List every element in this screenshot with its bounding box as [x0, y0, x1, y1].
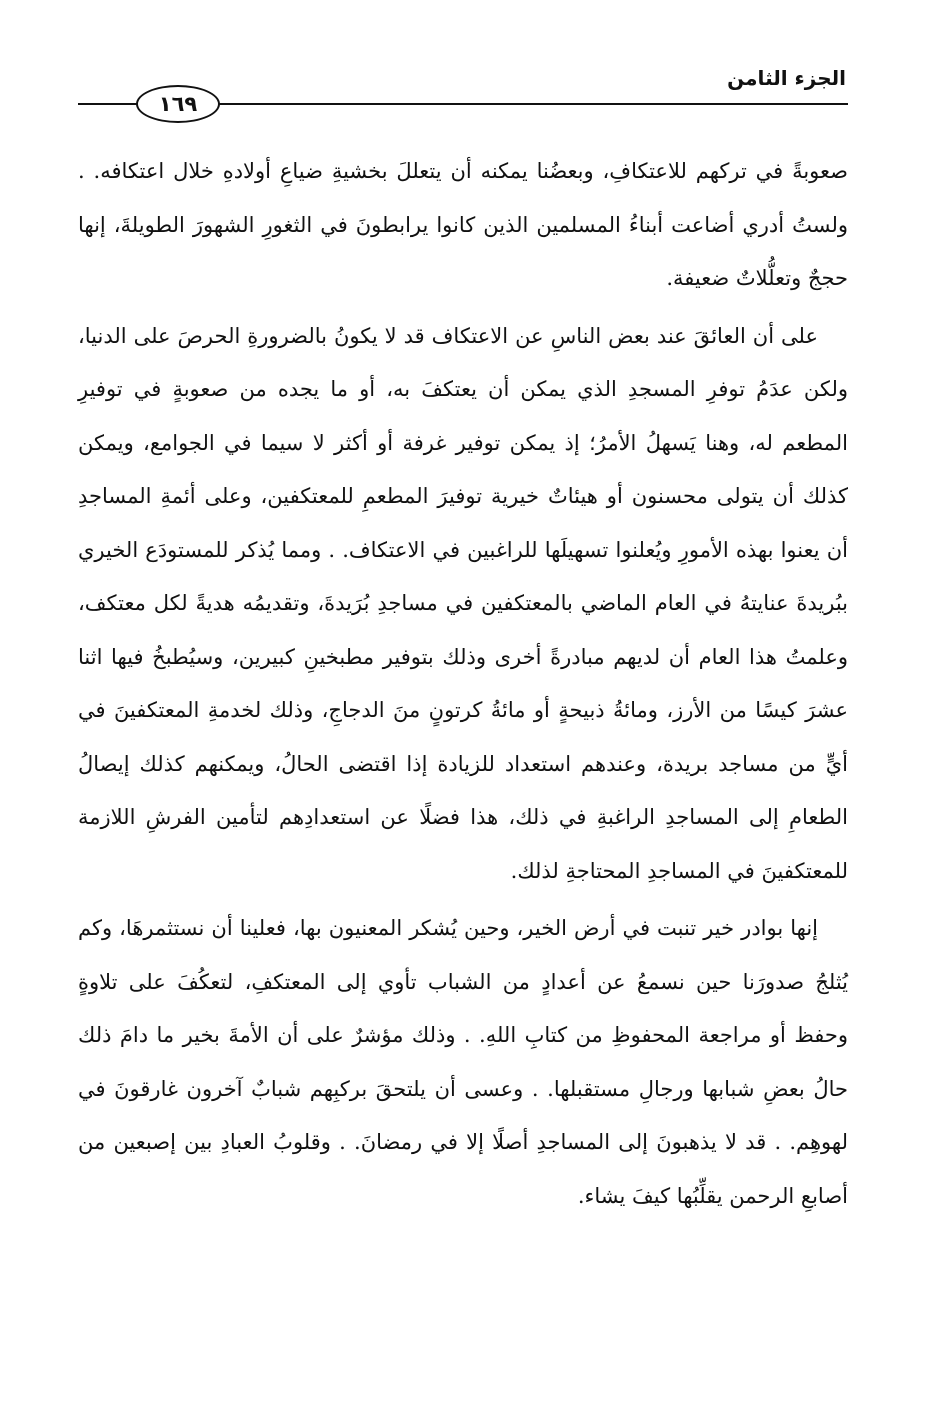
body-text — [78, 145, 848, 1223]
paragraph-3: إنها بوادر خير تنبت في أرض الخير، وحين يُشكر المعنيون بها، فعلينا أن نستثمرهَا، وكم يُثلجُ صدورَنا حين نسمعُ عن أعدادٍ من الشباب تأوي إلى المعتكفِ، لتعكُفَ على تلاوةٍ وحفظ أو مراجعة المحفوظِ من كتابِ اللهِ. . وذلك مؤشرٌ على أن الأمةَ بخير ما دامَ ذلك حالُ بعضِ شبابها ورجالِ مستقبلها. . وعسى أن يلتحقَ بركبِهم شبابٌ آخرون غارقونَ في لهوهِم. . قد لا يذهبونَ إلى المساجدِ أصلًا إلا في رمضانَ. . وقلوبُ العبادِ بين إصبعين من أصابعِ الرحمن يقلِّبُها كيفَ يشاء. — [78, 916, 849, 1208]
page-header — [78, 58, 848, 128]
running-head: الجزء الثامن — [727, 66, 846, 90]
paragraph-1: صعوبةً في تركهم للاعتكافِ، وبعضُنا يمكنه أن يتعللَ بخشيةِ ضياعِ أولادهِ خلال اعتكافه. . ولستُ أدري أضاعت أبناءُ المسلمين الذين كانوا يرابطونَ في الثغورِ الشهورَ الطويلةَ، إنها حججٌ وتعلُّلاتٌ ضعيفة. — [78, 159, 848, 290]
paragraph-2: على أن العائقَ عند بعض الناسِ عن الاعتكاف قد لا يكونُ بالضرورةِ الحرصَ على الدنيا، ولكن عدَمُ توفرِ المسجدِ الذي يمكن أن يعتكفَ به، أو ما يجده من صعوبةٍ في توفيرِ المطعم له، وهنا يَسهلُ الأمرُ؛ إذ يمكن توفير غرفة أو أكثر لا سيما في الجوامع، ويمكن كذلك أن يتولى محسنون أو هيئاتٌ خيرية توفيرَ المطعمِ للمعتكفين، وعلى أئمةِ المساجدِ أن يعنوا بهذه الأمورِ ويُعلنوا تسهيلَها للراغبين في الاعتكاف. . ومما يُذكر للمستودَع الخيري ببُريدةَ عنايتهُ في العام الماضي بالمعتكفين في مساجدِ بُرَيدةَ، وتقديمُه هديةً لكل معتكف، وعلمتُ هذا العام أن لديهم مبادرةً أخرى وذلك بتوفير مطبخينِ كبيرين، وسيُطبخُ فيها اثنا عشرَ كيسًا من الأرز، ومائةُ ذبيحةٍ أو مائةُ كرتونٍ منَ الدجاجِ، وذلك لخدمةِ المعتكفينَ في أيٍّ من مساجد بريدة، وعندهم استعداد للزيادة إذا اقتضى الحالُ، ويمكنهم كذلك إيصالُ الطعامِ إلى المساجدِ الراغبةِ في ذلك، هذا فضلًا عن استعدادِهم لتأمين الفرشِ اللازمة للمعتكفينَ في المساجدِ المحتاجةِ لذلك. — [78, 323, 848, 883]
page-number: ١٦٩ — [136, 85, 220, 123]
